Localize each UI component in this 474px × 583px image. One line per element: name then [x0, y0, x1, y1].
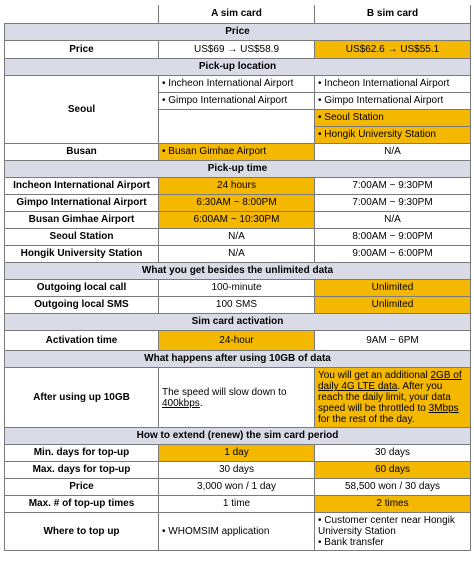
activation-b: 9AM ~ 6PM [315, 331, 471, 351]
row-time [5, 195, 471, 212]
section-price [5, 24, 471, 41]
time-b: N/A [315, 212, 471, 229]
time-a: N/A [159, 246, 315, 263]
seoul-b-item: • Hongik University Station [315, 127, 471, 144]
seoul-b-item: • Gimpo International Airport [315, 93, 471, 110]
row-price [5, 41, 471, 59]
time-a: 24 hours [159, 178, 315, 195]
row-label: Outgoing local call [5, 280, 159, 297]
section-pickup-location [5, 59, 471, 76]
row-label: Where to top up [5, 513, 159, 551]
time-b: 7:00AM ~ 9:30PM [315, 178, 471, 195]
after10-b [315, 368, 471, 428]
row-seoul-1 [5, 76, 471, 93]
busan-b: N/A [315, 144, 471, 161]
section-extend [5, 428, 471, 445]
time-a: N/A [159, 229, 315, 246]
row-calls [5, 280, 471, 297]
section-activation [5, 314, 471, 331]
row-label: Outgoing local SMS [5, 297, 159, 314]
row-label: Busan Gimhae Airport [5, 212, 159, 229]
row-label: Activation time [5, 331, 159, 351]
section-heading: How to extend (renew) the sim card period [5, 428, 471, 445]
time-a: 6:00AM ~ 10:30PM [159, 212, 315, 229]
row-label: Max. days for top-up [5, 462, 159, 479]
min-days-a: 1 day [159, 445, 315, 462]
row-time [5, 178, 471, 195]
seoul-a-item: • Gimpo International Airport [159, 93, 315, 110]
after10-a [159, 368, 315, 428]
sms-b: Unlimited [315, 297, 471, 314]
seoul-a-empty [159, 110, 315, 144]
seoul-b-item: • Seoul Station [315, 110, 471, 127]
comparison-table [4, 5, 471, 551]
row-after-10gb [5, 368, 471, 428]
row-label: Hongik University Station [5, 246, 159, 263]
max-days-b: 60 days [315, 462, 471, 479]
row-topup-price [5, 479, 471, 496]
max-times-a: 1 time [159, 496, 315, 513]
row-max-times [5, 496, 471, 513]
row-label: Min. days for top-up [5, 445, 159, 462]
row-min-days [5, 445, 471, 462]
min-days-b: 30 days [315, 445, 471, 462]
max-days-a: 30 days [159, 462, 315, 479]
row-label: After using up 10GB [5, 368, 159, 428]
after10-b-text: for the rest of the day. [318, 414, 415, 425]
time-b: 8:00AM ~ 9:00PM [315, 229, 471, 246]
row-time [5, 246, 471, 263]
where-a: • WHOMSIM application [159, 513, 315, 551]
row-label: Busan [5, 144, 159, 161]
row-sms [5, 297, 471, 314]
topup-price-a: 3,000 won / 1 day [159, 479, 315, 496]
row-label: Incheon International Airport [5, 178, 159, 195]
daily-data-link: 2GB of daily 4G LTE data [318, 370, 462, 392]
col-b-heading: B sim card [315, 5, 471, 24]
header-row [5, 5, 471, 24]
header-blank [5, 5, 159, 24]
price-b: US$62.6 → US$55.1 [315, 41, 471, 59]
section-heading: What you get besides the unlimited data [5, 263, 471, 280]
row-activation [5, 331, 471, 351]
where-b-item: • Bank transfer [318, 537, 467, 548]
section-besides [5, 263, 471, 280]
row-label: Price [5, 479, 159, 496]
row-max-days [5, 462, 471, 479]
row-label: Seoul Station [5, 229, 159, 246]
sms-a: 100 SMS [159, 297, 315, 314]
section-pickup-time [5, 161, 471, 178]
after10-a-text: The speed will slow down to [162, 386, 287, 398]
row-label: Gimpo International Airport [5, 195, 159, 212]
calls-b: Unlimited [315, 280, 471, 297]
seoul-a-item: • Incheon International Airport [159, 76, 315, 93]
speed-3mbps: 3Mbps [428, 403, 459, 414]
section-after-10gb [5, 351, 471, 368]
row-time [5, 229, 471, 246]
col-a-heading: A sim card [159, 5, 315, 24]
price-a: US$69 → US$58.9 [159, 41, 315, 59]
row-where [5, 513, 471, 551]
time-b: 7:00AM ~ 9:30PM [315, 195, 471, 212]
seoul-b-item: • Incheon International Airport [315, 76, 471, 93]
row-busan [5, 144, 471, 161]
section-heading: Pick-up location [5, 59, 471, 76]
where-b [315, 513, 471, 551]
row-label: Seoul [5, 76, 159, 144]
max-times-b: 2 times [315, 496, 471, 513]
busan-a: • Busan Gimhae Airport [159, 144, 315, 161]
row-time [5, 212, 471, 229]
section-heading: What happens after using 10GB of data [5, 351, 471, 368]
after10-b-text: You will get an additional [318, 370, 428, 381]
where-b-item: • Customer center near Hongik University Station [318, 515, 467, 537]
section-heading: Sim card activation [5, 314, 471, 331]
after10-a-end: . [199, 397, 203, 409]
row-label: Max. # of top-up times [5, 496, 159, 513]
activation-a: 24-hour [159, 331, 315, 351]
row-label: Price [5, 41, 159, 59]
time-a: 6:30AM ~ 8:00PM [159, 195, 315, 212]
time-b: 9:00AM ~ 6:00PM [315, 246, 471, 263]
section-heading: Price [5, 24, 471, 41]
section-heading: Pick-up time [5, 161, 471, 178]
after10-b-text: . After you reach the daily limit, your data speed will be throttled to [318, 381, 451, 414]
topup-price-b: 58,500 won / 30 days [315, 479, 471, 496]
calls-a: 100-minute [159, 280, 315, 297]
speed-400kbps: 400kbps [162, 397, 200, 409]
